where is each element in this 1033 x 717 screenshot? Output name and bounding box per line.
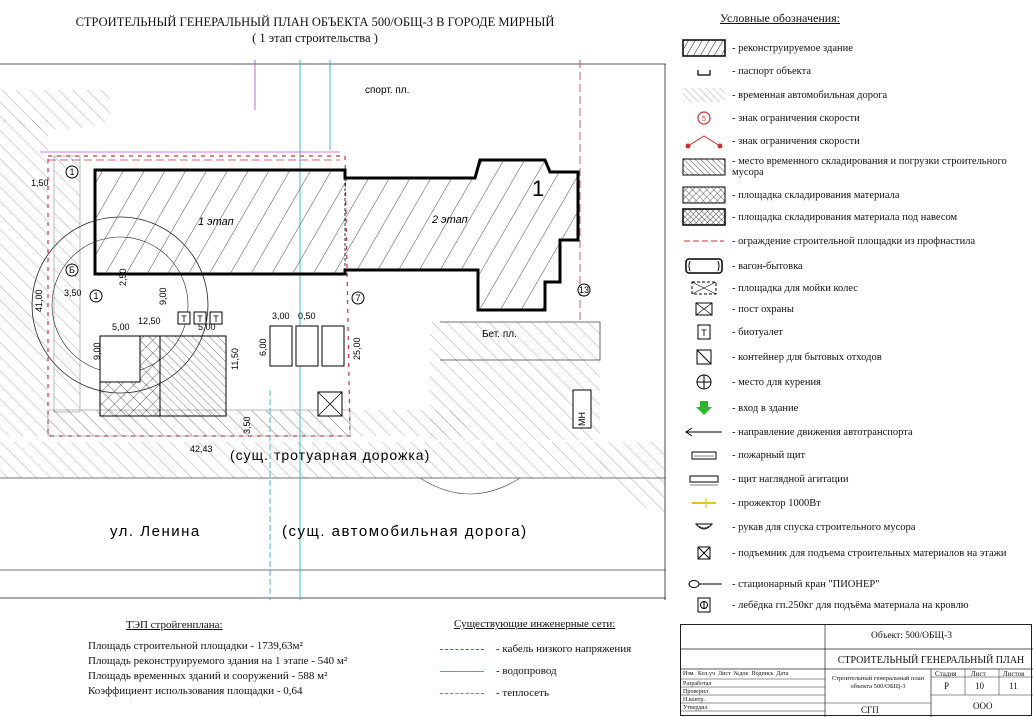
stamp-col: Лист <box>718 671 731 677</box>
legend-item <box>676 230 1028 252</box>
legend-item <box>676 397 1028 419</box>
legend-label: - знак ограничения скорости <box>732 112 860 124</box>
speed-sign-pair-icon <box>676 131 732 151</box>
street-label: ул. Ленина <box>110 523 201 540</box>
networks-block <box>440 618 631 704</box>
footpath-label: (сущ. тротуарная дорожка) <box>230 447 431 463</box>
dim-3-00: 3,00 <box>272 311 290 321</box>
legend-title: Условные обозначения: <box>720 11 841 25</box>
stage1-label: 1 этап <box>198 216 234 228</box>
dim-41-00: 41,00 <box>34 289 44 312</box>
legend-label: - биотуалет <box>732 326 783 338</box>
legend-label: - лебёдка гп.250кг для подъёма материала на кровлю <box>732 599 969 611</box>
agitation-board-icon <box>676 469 732 489</box>
material-storage-icon <box>676 185 732 205</box>
stamp-code: СГП <box>861 705 879 715</box>
legend-item <box>676 298 1028 320</box>
toilet-label-3: T <box>213 314 219 324</box>
tep-line: Площадь временных зданий и сооружений - 588 м² <box>88 670 328 682</box>
legend-label: - ограждение строительной площадки из профнастила <box>732 235 976 247</box>
guard-post-icon <box>676 299 732 319</box>
wheel-wash-icon <box>676 278 732 298</box>
legend-item <box>676 444 1028 466</box>
dim-1-50: 1,50 <box>31 178 49 188</box>
legend-label: - площадка складирования материала под навесом <box>732 211 958 223</box>
legend-label: - реконструируемое здание <box>732 42 853 54</box>
legend-label: - щит наглядной агитации <box>732 473 849 485</box>
tep-block <box>88 618 347 699</box>
axis-a5: Б <box>69 265 75 275</box>
stage2-label: 2 этап <box>432 214 468 226</box>
dim-6-00: 6,00 <box>258 338 268 356</box>
network-label: - водопровод <box>496 665 557 677</box>
tep-line: Площадь строительной площадки - 1739,63м² <box>88 640 303 652</box>
legend-label: - пост охраны <box>732 303 794 315</box>
stamp-object: Объект: 500/ОБЩ-3 <box>871 631 952 641</box>
legend-label: - паспорт объекта <box>732 65 812 77</box>
stamp-roles <box>683 680 711 712</box>
title-line-2: ( 1 этап строительства ) <box>252 31 378 45</box>
dim-0-50: 0,50 <box>298 311 316 321</box>
legend-item <box>676 492 1028 514</box>
legend-item <box>676 107 1028 129</box>
stamp-sheets: 11 <box>1009 681 1018 691</box>
legend-label: - прожектор 1000Вт <box>732 497 821 509</box>
stamp-role: Н.контр. <box>683 697 705 703</box>
legend-label: - временная автомобильная дорога <box>732 89 888 101</box>
hoist-icon <box>676 543 732 563</box>
concrete-label: Бет. пл. <box>482 329 517 340</box>
winch-icon <box>676 595 732 615</box>
sport-label: спорт. пл. <box>365 85 410 96</box>
fence-icon <box>676 231 732 251</box>
legend-label: - пожарный щит <box>732 449 806 461</box>
legend-label: - вагон-бытовка <box>732 260 803 272</box>
svg-text:5: 5 <box>702 116 706 123</box>
stamp-sheet: 10 <box>975 681 984 691</box>
legend-label: - площадка для мойки колес <box>732 282 858 294</box>
legend-label: - место для курения <box>732 376 821 388</box>
mn-label: МН <box>577 412 587 426</box>
legend-item <box>676 421 1028 443</box>
stamp-col: Кол.уч <box>697 671 716 677</box>
building-number: 1 <box>532 176 545 201</box>
legend-item <box>676 468 1028 490</box>
legend-label: - стационарный кран "ПИОНЕР" <box>732 578 880 590</box>
legend-label: - направление движения автотранспорта <box>732 426 913 438</box>
stamp-stage: Р <box>944 681 950 691</box>
legend-item <box>676 594 1028 616</box>
title-block <box>680 624 1032 716</box>
waste-container-icon <box>676 347 732 367</box>
stamp-sheets-header: Листов <box>1003 670 1025 678</box>
axis-a6: 13 <box>578 285 590 295</box>
toilet-label-1: T <box>181 314 187 324</box>
legend-item <box>676 371 1028 393</box>
passport-icon <box>676 61 732 81</box>
legend-item <box>676 156 1028 178</box>
dim-3-50-b: 3,50 <box>242 416 252 434</box>
legend-item <box>676 516 1028 538</box>
tep-title: ТЭП стройгенплана: <box>126 619 223 631</box>
hatch-reconstruct-icon <box>676 38 732 58</box>
dim-5-00-b: 5,00 <box>198 322 216 332</box>
material-shed <box>160 336 226 416</box>
toilet-icon <box>676 322 732 342</box>
dim-3-50-a: 3,50 <box>64 288 82 298</box>
dim-9-00-b: 9,00 <box>92 342 102 360</box>
tep-line: Площадь реконструируемого здания на 1 этапе - 540 м² <box>88 655 348 667</box>
network-item <box>440 682 631 704</box>
temp-road-icon <box>676 85 732 105</box>
legend-label: - рукав для спуска строительного мусора <box>732 521 916 533</box>
network-label: - кабель низкого напряжения <box>496 643 632 655</box>
legend-item <box>676 206 1028 228</box>
dim-5-00-a: 5,00 <box>112 322 130 332</box>
stamp-col: Дата <box>776 671 789 677</box>
smoking-icon <box>676 372 732 392</box>
networks-title: Существующие инженерные сети: <box>454 618 616 630</box>
speed-sign-icon <box>676 108 732 128</box>
network-label: - теплосеть <box>496 687 549 699</box>
stamp-col: Изм. <box>683 671 695 677</box>
axis-a1: 1 <box>69 167 75 177</box>
dim-12-50: 12,50 <box>138 316 161 326</box>
toilet-label-2: T <box>197 314 203 324</box>
legend-item <box>676 184 1028 206</box>
legend-item <box>676 60 1028 82</box>
legend-item <box>676 255 1028 277</box>
stamp-sheet-header: Лист <box>971 670 986 678</box>
legend-label: - площадка складирования материала <box>732 189 900 201</box>
stamp-role: Проверил <box>683 689 708 695</box>
svg-text:T: T <box>701 328 707 338</box>
legend-label: - место временного складирования и погрузки строительного мусора <box>732 156 1007 178</box>
axis-a2: 1 <box>93 291 99 301</box>
dim-2-50: 2,50 <box>118 268 128 286</box>
stamp-sheet-name: Строительный генеральный план объекта 500/ОБЩ-3 <box>831 675 925 690</box>
stamp-columns <box>683 671 788 677</box>
crane-icon <box>676 574 732 594</box>
tep-line: Коэффициент использования площадки - 0,64 <box>88 685 303 697</box>
dim-42-43: 42,43 <box>190 444 213 454</box>
stamp-org: ООО <box>973 701 993 711</box>
legend-label: - контейнер для бытовых отходов <box>732 351 882 363</box>
network-item <box>440 638 631 660</box>
entrance-icon <box>676 398 732 418</box>
dim-11-50: 11,50 <box>230 348 240 370</box>
stamp-role: Утвердил <box>683 705 708 711</box>
legend-label: - вход в здание <box>732 402 799 414</box>
material-shed-icon <box>676 207 732 227</box>
network-item <box>440 660 631 682</box>
legend-item <box>676 346 1028 368</box>
dim-25-00: 25,00 <box>352 337 362 360</box>
legend-item <box>676 84 1028 106</box>
drawing-title <box>20 14 610 46</box>
legend-item <box>676 321 1028 343</box>
legend-item <box>676 37 1028 59</box>
dim-9-00-a: 9,00 <box>158 287 168 305</box>
storage-debris-icon <box>676 157 732 177</box>
legend-item <box>676 277 1028 299</box>
legend-item <box>676 542 1028 564</box>
stamp-col: Подпись <box>751 671 774 677</box>
stamp-stage-header: Стадия <box>935 670 957 678</box>
spotlight-icon <box>676 493 732 513</box>
legend-label: - подъемник для подъема строительных материалов на этажи <box>732 547 1007 559</box>
trailer-icon <box>676 256 732 276</box>
title-line-1: СТРОИТЕЛЬНЫЙ ГЕНЕРАЛЬНЫЙ ПЛАН ОБЪЕКТА 500/ОБЩ-3 В ГОРОДЕ МИРНЫЙ <box>75 15 555 29</box>
legend-item <box>676 573 1028 595</box>
site-plan <box>0 60 666 600</box>
stamp-col: №док <box>733 671 749 677</box>
chute-icon <box>676 517 732 537</box>
legend-item <box>676 130 1028 152</box>
axis-a4: 7 <box>355 293 361 303</box>
trailer <box>100 336 140 382</box>
legend-label: - знак ограничения скорости <box>732 135 860 147</box>
road-label: (сущ. автомобильная дорога) <box>282 523 528 540</box>
traffic-arrow-icon <box>676 422 732 442</box>
fire-board-icon <box>676 445 732 465</box>
stamp-role: Разработал <box>683 681 712 687</box>
stamp-title: СТРОИТЕЛЬНЫЙ ГЕНЕРАЛЬНЫЙ ПЛАН <box>837 655 1025 666</box>
